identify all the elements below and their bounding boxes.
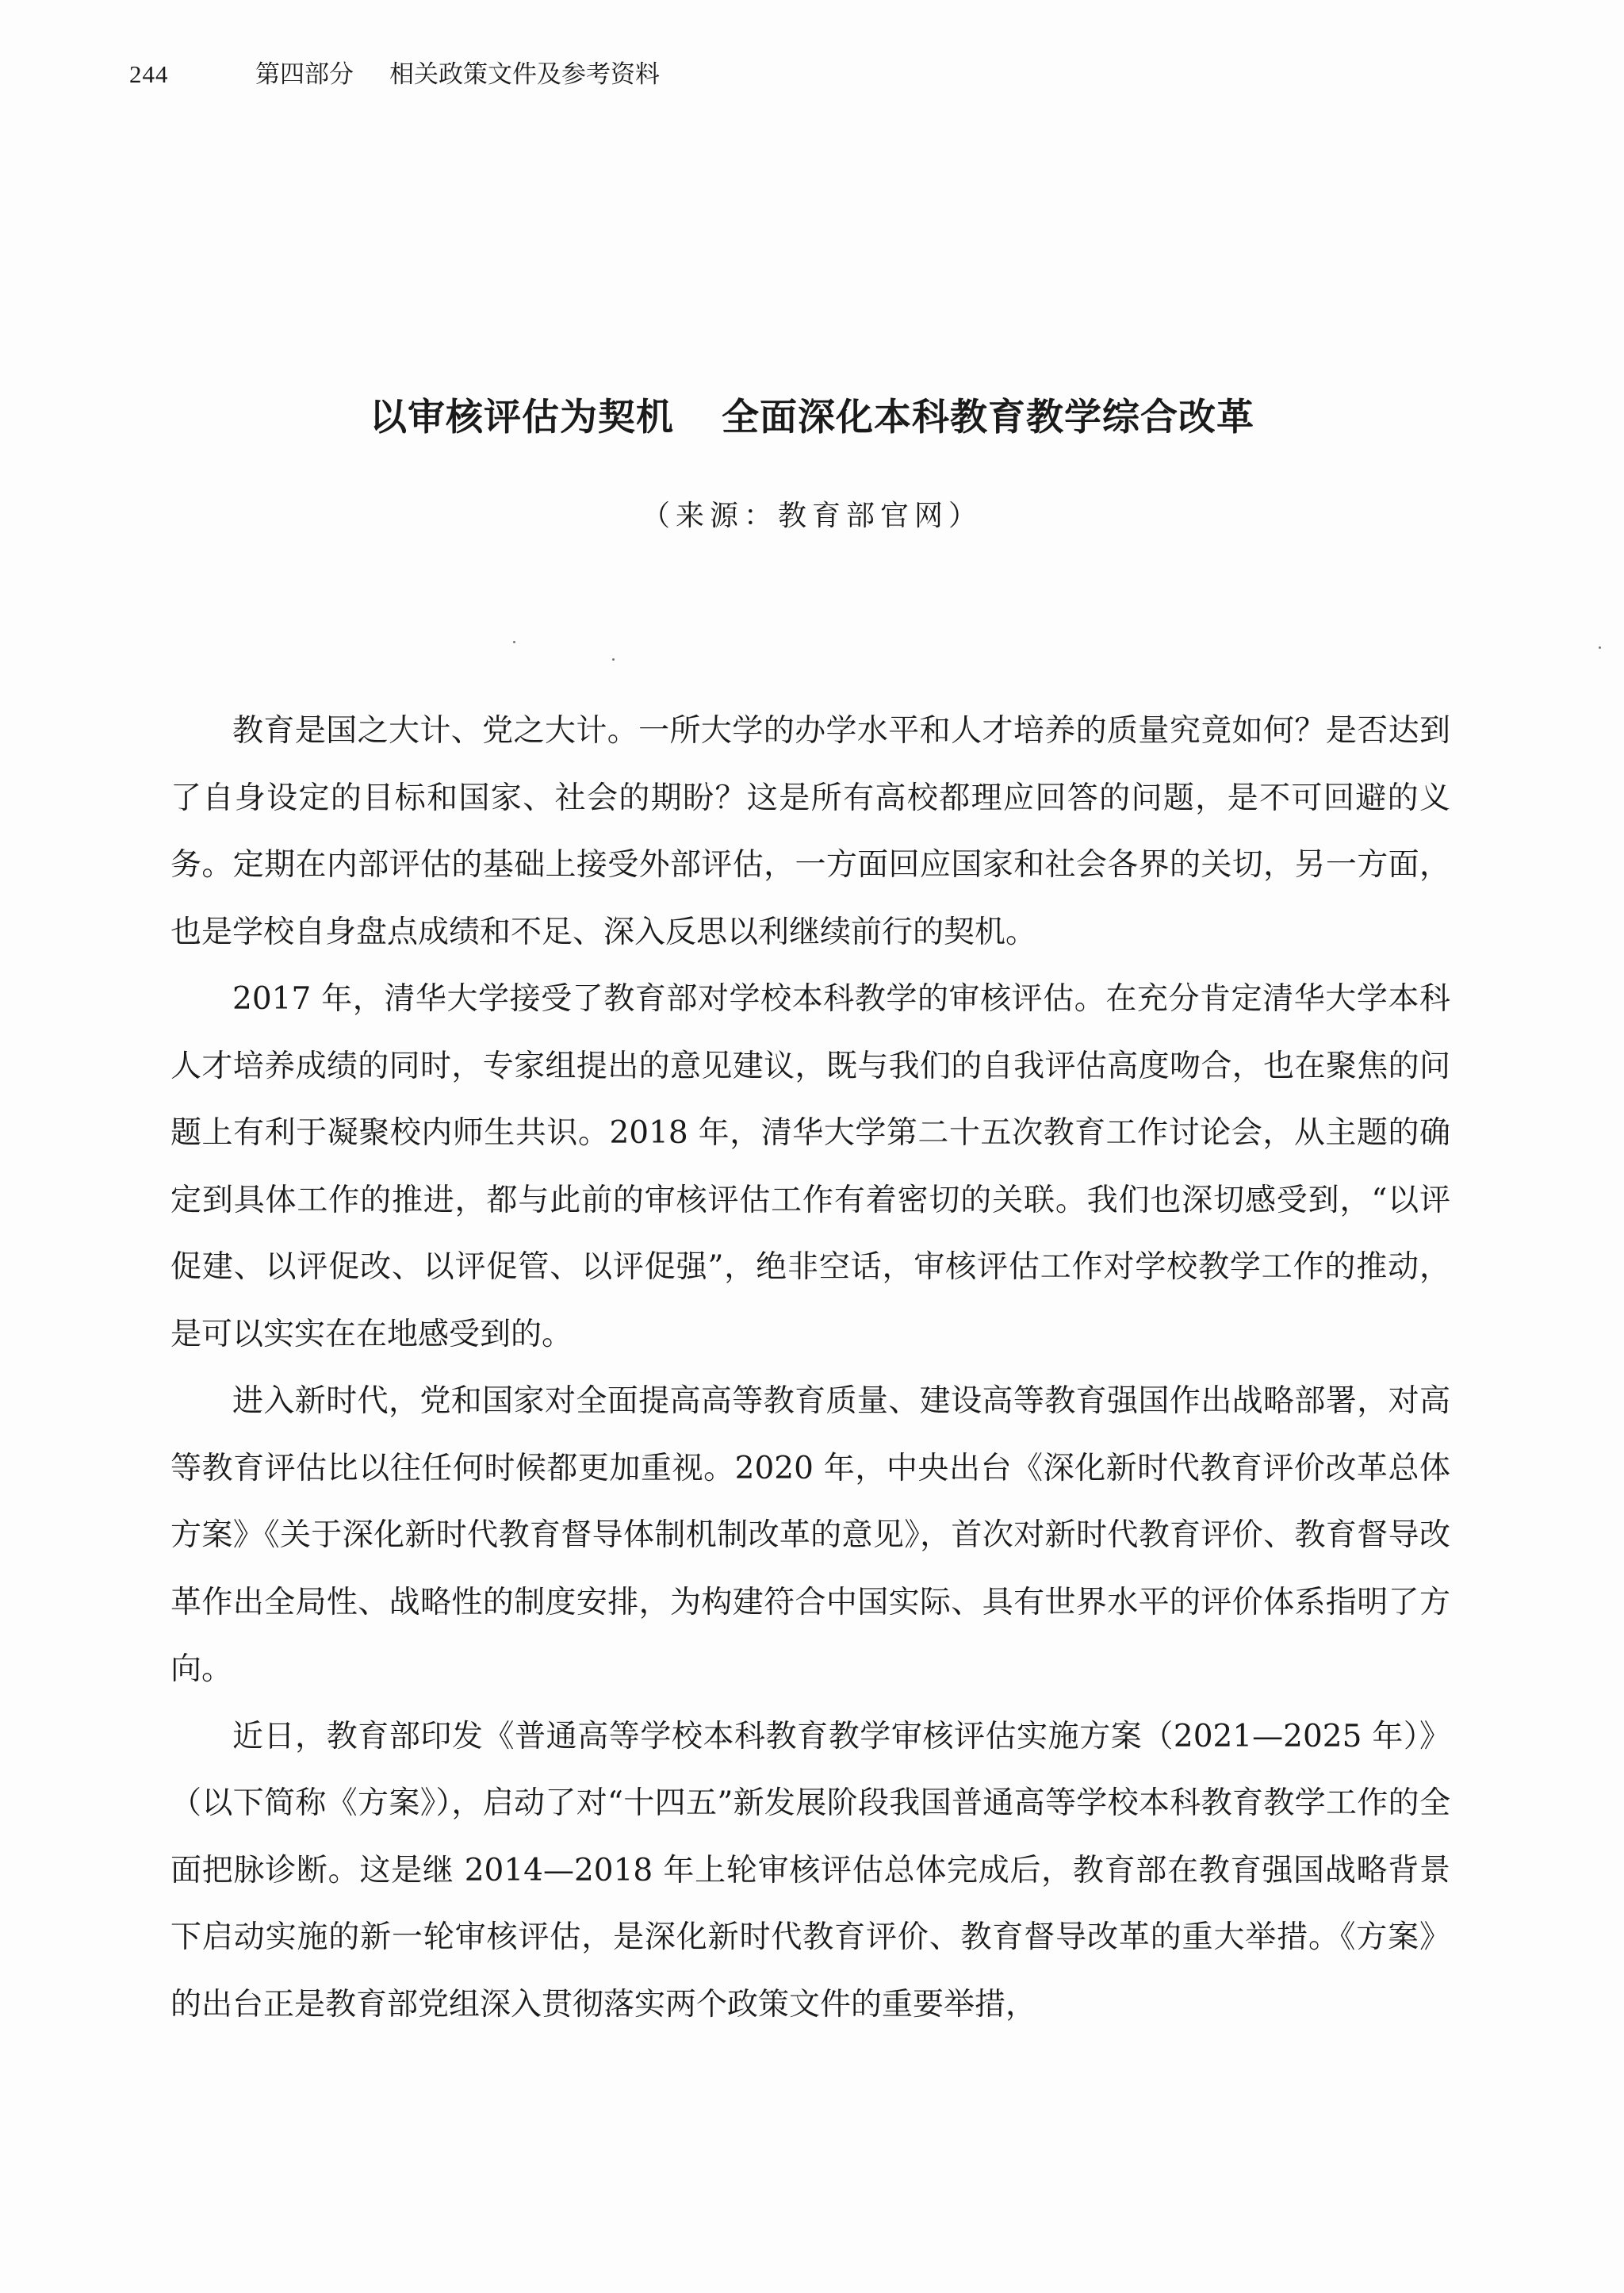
page-number: 244 [129,60,169,88]
section-label: 第四部分 [255,60,354,89]
article-title-part-2: 全面深化本科教育教学综合改革 [722,396,1254,439]
body-paragraph: 2017 年，清华大学接受了教育部对学校本科教学的审核评估。在充分肯定清华大学本科人才培养成绩的同时，专家组提出的意见建议，既与我们的自我评估高度吻合，也在聚焦的问题上有利于凝聚校内师生共识。2018 年，清华大学第二十五次教育工作讨论会，从主题的确定到具体工作的推进，都与此前的审核评估工作有着密切的关联。我们也深切感受到，“以评促建、以评促改、以评促管、以评促强”，绝非空话，审核评估工作对学校教学工作的推动，是可以实实在在地感受到的。 [170,981,1450,1352]
running-head [0,0,1624,119]
article-body [170,698,1450,2038]
article-title-part-1: 以审核评估为契机 [370,396,674,439]
body-paragraph: 近日，教育部印发《普通高等学校本科教育教学审核评估实施方案（2021—2025 年）》（以下简称《方案》），启动了对“十四五”新发展阶段我国普通高等学校本科教育教学工作的全面把脉诊断。这是继 2014—2018 年上轮审核评估总体完成后，教育部在教育强国战略背景下启动实施的新一轮审核评估，是深化新时代教育评价、教育督导改革的重大举措。《方案》的出台正是教育部党组深入贯彻落实两个政策文件的重要举措， [170,1718,1450,2023]
scan-speck [612,658,615,661]
body-paragraph: 教育是国之大计、党之大计。一所大学的办学水平和人才培养的质量究竟如何？是否达到了自身设定的目标和国家、社会的期盼？这是所有高校都理应回答的问题，是不可回避的义务。定期在内部评估的基础上接受外部评估，一方面回应国家和社会各界的关切，另一方面，也是学校自身盘点成绩和不足、深入反思以利继续前行的契机。 [170,713,1450,950]
body-paragraph: 进入新时代，党和国家对全面提高高等教育质量、建设高等教育强国作出战略部署，对高等教育评估比以往任何时候都更加重视。2020 年，中央出台《深化新时代教育评价改革总体方案》《关于深化新时代教育督导体制机制改革的意见》，首次对新时代教育评价、教育督导改革作出全局性、战略性的制度安排，为构建符合中国实际、具有世界水平的评价体系指明了方向。 [170,1383,1450,1687]
scan-speck [513,641,515,643]
scan-speck [1599,646,1601,649]
article-title [0,390,1624,446]
section-title: 相关政策文件及参考资料 [389,60,660,89]
article-source: （来源：教育部官网） [641,500,982,532]
